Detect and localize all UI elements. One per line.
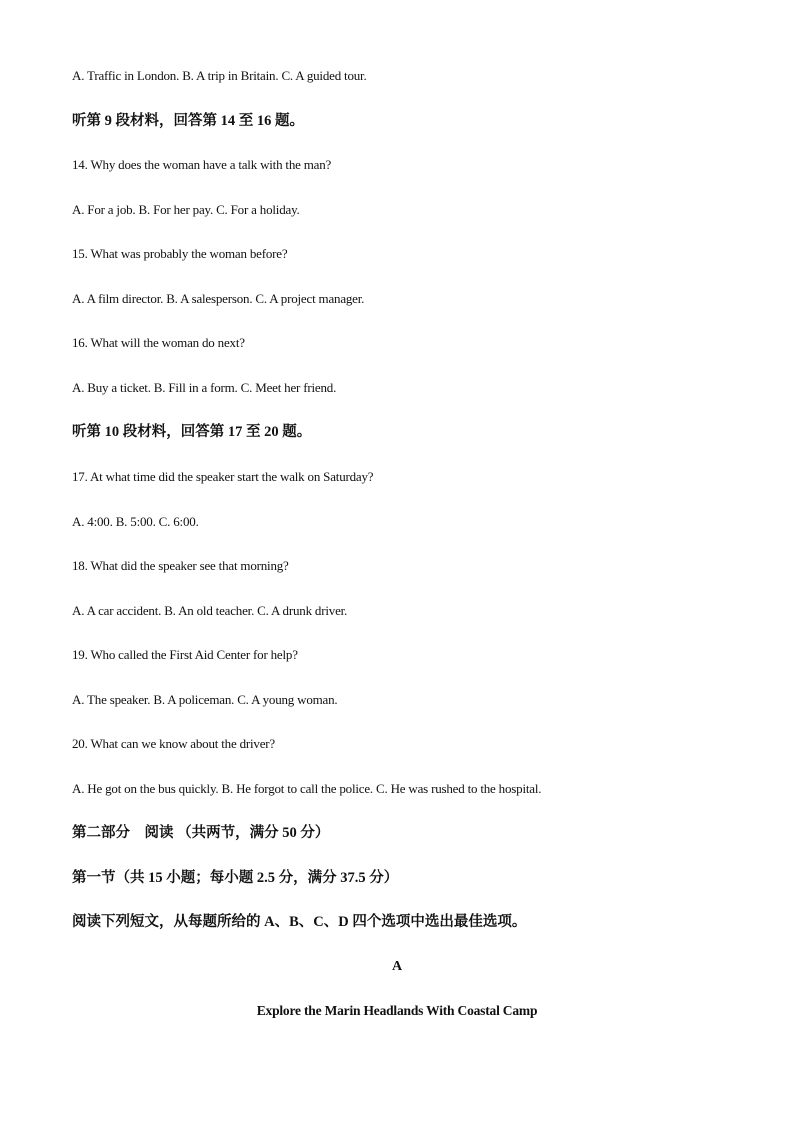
- q14-options: A. For a job. B. For her pay. C. For a holiday.: [72, 202, 300, 217]
- q15-options: A. A film director. B. A salesperson. C. A project manager.: [72, 291, 365, 306]
- section-one-heading: 第一节（共 15 小题；每小题 2.5 分，满分 37.5 分）: [72, 870, 399, 886]
- q18-options: A. A car accident. B. An old teacher. C. A drunk driver.: [72, 603, 348, 618]
- section-heading-passage-9: 听第 9 段材料，回答第 14 至 16 题。: [72, 113, 304, 129]
- q20-options: A. He got on the bus quickly. B. He forgot to call the police. C. He was rushed to the hospital.: [72, 781, 542, 796]
- question-18: 18. What did the speaker see that morning?: [72, 558, 289, 573]
- passage-title: Explore the Marin Headlands With Coastal Camp: [256, 1003, 538, 1018]
- q16-options: A. Buy a ticket. B. Fill in a form. C. Meet her friend.: [72, 380, 337, 395]
- question-17: 17. At what time did the speaker start the walk on Saturday?: [72, 469, 374, 484]
- question-16: 16. What will the woman do next?: [72, 335, 245, 350]
- q17-options: A. 4:00. B. 5:00. C. 6:00.: [72, 514, 199, 529]
- question-20: 20. What can we know about the driver?: [72, 736, 275, 751]
- question-14: 14. Why does the woman have a talk with the man?: [72, 157, 332, 172]
- q13-options: A. Traffic in London. B. A trip in Britain. C. A guided tour.: [72, 68, 367, 83]
- section-heading-passage-10: 听第 10 段材料，回答第 17 至 20 题。: [72, 424, 312, 440]
- q19-options: A. The speaker. B. A policeman. C. A young woman.: [72, 692, 338, 707]
- question-15: 15. What was probably the woman before?: [72, 246, 288, 261]
- passage-letter: A: [392, 959, 402, 974]
- reading-instructions: 阅读下列短文，从每题所给的 A、B、C、D 四个选项中选出最佳选项。: [72, 914, 527, 930]
- question-19: 19. Who called the First Aid Center for help?: [72, 647, 298, 662]
- part-two-heading: 第二部分 阅读 （共两节，满分 50 分）: [72, 825, 330, 841]
